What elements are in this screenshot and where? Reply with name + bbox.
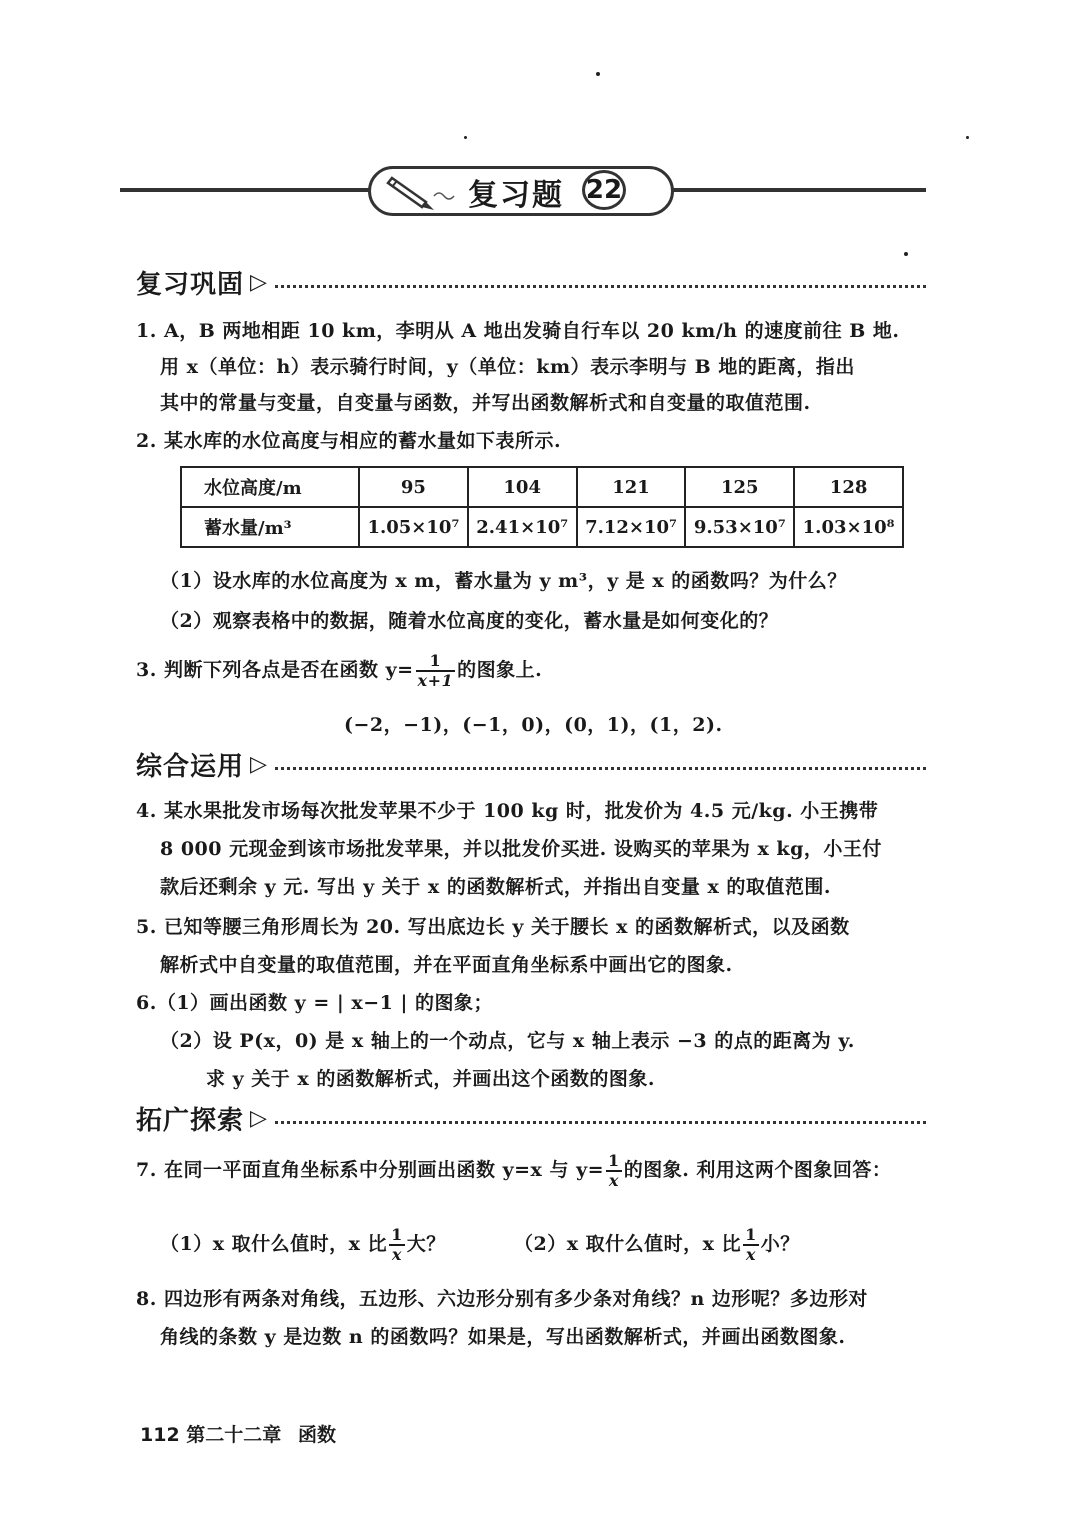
table-cell: 125	[685, 467, 794, 507]
speck	[904, 252, 908, 256]
table-row	[181, 467, 903, 507]
fraction	[416, 652, 456, 690]
fraction-numerator: 1	[416, 652, 456, 672]
table-cell: 104	[468, 467, 577, 507]
q5-line-1: 5. 已知等腰三角形周长为 20. 写出底边长 y 关于腰长 x 的函数解析式，以及函数	[136, 916, 850, 938]
speck	[464, 136, 467, 139]
q8-line-1: 8. 四边形有两条对角线，五边形、六边形分别有多少条对角线？n 边形呢？多边形对	[136, 1288, 868, 1310]
q4-line-3: 款后还剩余 y 元. 写出 y 关于 x 的函数解析式，并指出自变量 x 的取值范围.	[160, 876, 831, 898]
table-cell: 121	[577, 467, 686, 507]
q3-stem	[136, 652, 542, 690]
triangle-arrow-icon: ▷	[250, 269, 267, 295]
q1-line-3: 其中的常量与变量，自变量与函数，并写出函数解析式和自变量的取值范围.	[160, 392, 811, 414]
chapter-number-badge: 22	[582, 170, 626, 210]
q6-sub2: （2）设 P(x，0) 是 x 轴上的一个动点，它与 x 轴上表示 −3 的点的距离为 y.	[160, 1030, 855, 1052]
dotted-leader	[275, 767, 926, 770]
table-cell: 2.41×10⁷	[468, 507, 577, 547]
q2-sub1: （1）设水库的水位高度为 x m，蓄水量为 y m³，y 是 x 的函数吗？为什么？	[160, 570, 847, 592]
triangle-arrow-icon: ▷	[250, 1105, 267, 1131]
fraction-denominator: x	[745, 1245, 756, 1264]
table-header-height: 水位高度/m	[181, 467, 359, 507]
q7-sub2-after: 小？	[760, 1233, 800, 1255]
q3-points: (−2，−1)，(−1，0)，(0，1)，(1，2).	[344, 714, 723, 736]
page-number: 112	[140, 1424, 180, 1446]
q7-sub2-before: （2）x 取什么值时，x 比	[514, 1233, 742, 1255]
fraction	[606, 1152, 622, 1190]
water-level-table	[180, 466, 904, 548]
section-title: 综合运用	[136, 751, 245, 782]
q7-sub1	[160, 1226, 446, 1264]
section-header-review	[136, 262, 926, 302]
table-row	[181, 507, 903, 547]
speck	[966, 136, 969, 139]
fraction-denominator: x+1	[417, 671, 454, 690]
page-footer	[140, 1420, 336, 1447]
triangle-arrow-icon: ▷	[250, 751, 267, 777]
fraction	[389, 1226, 405, 1264]
q7-sub1-after: 大？	[406, 1233, 446, 1255]
section-title: 拓广探索	[136, 1105, 245, 1136]
header-title: 复习题	[468, 178, 564, 213]
dotted-leader	[275, 1121, 926, 1124]
table-cell: 1.03×10⁸	[794, 507, 903, 547]
table-header-volume: 蓄水量/m³	[181, 507, 359, 547]
q7-stem-before: 7. 在同一平面直角坐标系中分别画出函数 y=x 与 y=	[136, 1159, 605, 1181]
q3-stem-after: 的图象上.	[457, 659, 543, 681]
q6-sub1: 6.（1）画出函数 y = | x−1 | 的图象；	[136, 992, 493, 1014]
fraction-numerator: 1	[608, 1151, 620, 1170]
table-cell: 95	[359, 467, 468, 507]
q6-sub2b: 求 y 关于 x 的函数解析式，并画出这个函数的图象.	[206, 1068, 655, 1090]
fraction-denominator: x	[608, 1171, 619, 1190]
speck	[596, 72, 600, 76]
q7-stem-after: 的图象. 利用这两个图象回答：	[623, 1159, 892, 1181]
footer-topic: 函数	[297, 1424, 336, 1446]
q2-sub2: （2）观察表格中的数据，随着水位高度的变化，蓄水量是如何变化的？	[160, 610, 779, 632]
q2-stem: 2. 某水库的水位高度与相应的蓄水量如下表所示.	[136, 430, 562, 452]
footer-chapter: 第二十二章	[186, 1424, 282, 1446]
q5-line-2: 解析式中自变量的取值范围，并在平面直角坐标系中画出它的图象.	[160, 954, 733, 976]
section-header-apply	[136, 744, 926, 784]
fraction-numerator: 1	[745, 1225, 757, 1244]
table-cell: 9.53×10⁷	[685, 507, 794, 547]
header-rule-left	[120, 188, 370, 192]
section-header-explore	[136, 1098, 926, 1138]
fraction	[743, 1226, 759, 1264]
dotted-leader	[275, 285, 926, 288]
section-title: 复习巩固	[136, 269, 245, 300]
fraction-denominator: x	[391, 1245, 402, 1264]
table-cell: 128	[794, 467, 903, 507]
q4-line-1: 4. 某水果批发市场每次批发苹果不少于 100 kg 时，批发价为 4.5 元/kg. 小王携带	[136, 800, 879, 822]
table-cell: 7.12×10⁷	[577, 507, 686, 547]
q7-sub1-before: （1）x 取什么值时，x 比	[160, 1233, 388, 1255]
pencil-icon	[386, 172, 456, 212]
q1-line-1: 1. A，B 两地相距 10 km，李明从 A 地出发骑自行车以 20 km/h 的速度前往 B 地.	[136, 320, 900, 342]
q7-sub2	[514, 1226, 800, 1264]
q3-stem-before: 3. 判断下列各点是否在函数 y=	[136, 659, 414, 681]
fraction-numerator: 1	[391, 1225, 403, 1244]
q1-line-2: 用 x（单位：h）表示骑行时间，y（单位：km）表示李明与 B 地的距离，指出	[160, 356, 855, 378]
header-rule-right	[672, 188, 926, 192]
q8-line-2: 角线的条数 y 是边数 n 的函数吗？如果是，写出函数解析式，并画出函数图象.	[160, 1326, 846, 1348]
q4-line-2: 8 000 元现金到该市场批发苹果，并以批发价买进. 设购买的苹果为 x kg，小王付	[160, 838, 882, 860]
q7-stem	[136, 1152, 891, 1190]
table-cell: 1.05×10⁷	[359, 507, 468, 547]
